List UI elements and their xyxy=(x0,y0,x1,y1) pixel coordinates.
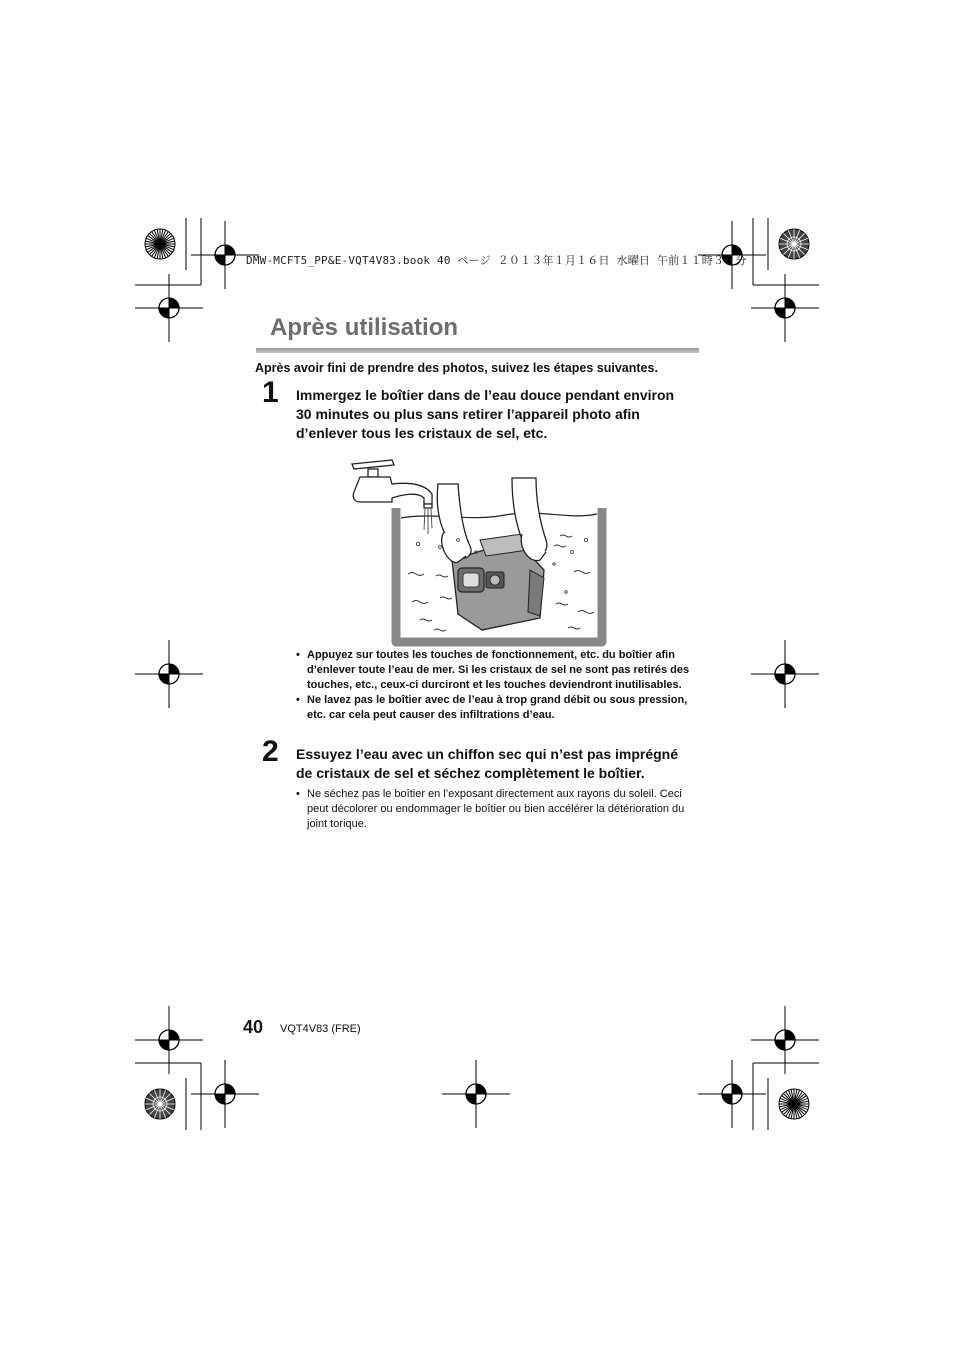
step-2-text xyxy=(296,745,706,783)
list-item xyxy=(296,648,696,693)
water-surface xyxy=(401,513,597,518)
page-title: Après utilisation xyxy=(270,314,459,341)
list-item xyxy=(296,787,696,832)
book-header-line: DMW-MCFT5_PP&E-VQT4V83.book 40 ページ ２０１３年１月１６日 水曜日 午前１１時３５分 xyxy=(246,254,747,267)
step-1-notes xyxy=(296,648,696,723)
intro-text: Après avoir fini de prendre des photos, suivez les étapes suivantes. xyxy=(255,361,658,375)
water-stream xyxy=(424,509,432,534)
bullet: • xyxy=(296,788,300,800)
bullet: • xyxy=(296,649,300,661)
title-underline xyxy=(256,348,699,353)
page-number: 40 xyxy=(243,1017,264,1037)
step-1-line: d’enlever tous les cristaux de sel, etc. xyxy=(296,425,548,441)
document-code: VQT4V83 (FRE) xyxy=(280,1023,361,1035)
step-2-line: de cristaux de sel et séchez complètement le boîtier. xyxy=(296,765,645,781)
step-1-line: Immergez le boîtier dans de l’eau douce pendant environ xyxy=(296,387,675,403)
note-text: Appuyez sur toutes les touches de fonctionnement, etc. du boîtier afin d’enlever toute l’eau de mer. Si les cristaux de sel ne sont pas retirés des touches, etc., ceux-ci durciront et les touches deviendront inutilisables. xyxy=(307,649,690,691)
step-2-number: 2 xyxy=(262,735,279,768)
step-2-notes xyxy=(296,787,696,832)
step-1-number: 1 xyxy=(262,376,279,409)
step-1-line: 30 minutes ou plus sans retirer l’appareil photo afin xyxy=(296,406,640,422)
faucet-icon xyxy=(352,460,432,508)
washing-illustration xyxy=(340,452,610,648)
note-text: Ne séchez pas le boîtier en l’exposant directement aux rayons du soleil. Ceci peut décolorer ou endommager le boîtier ou bien accélérer la détérioration du joint torique. xyxy=(307,788,685,830)
step-2-line: Essuyez l’eau avec un chiffon sec qui n’est pas imprégné xyxy=(296,746,679,762)
bullet: • xyxy=(296,694,300,706)
note-text: Ne lavez pas le boîtier avec de l’eau à trop grand débit ou sous pression, etc. car cela peut causer des infiltrations d’eau. xyxy=(307,694,688,721)
step-1-text xyxy=(296,386,706,443)
list-item xyxy=(296,693,696,723)
